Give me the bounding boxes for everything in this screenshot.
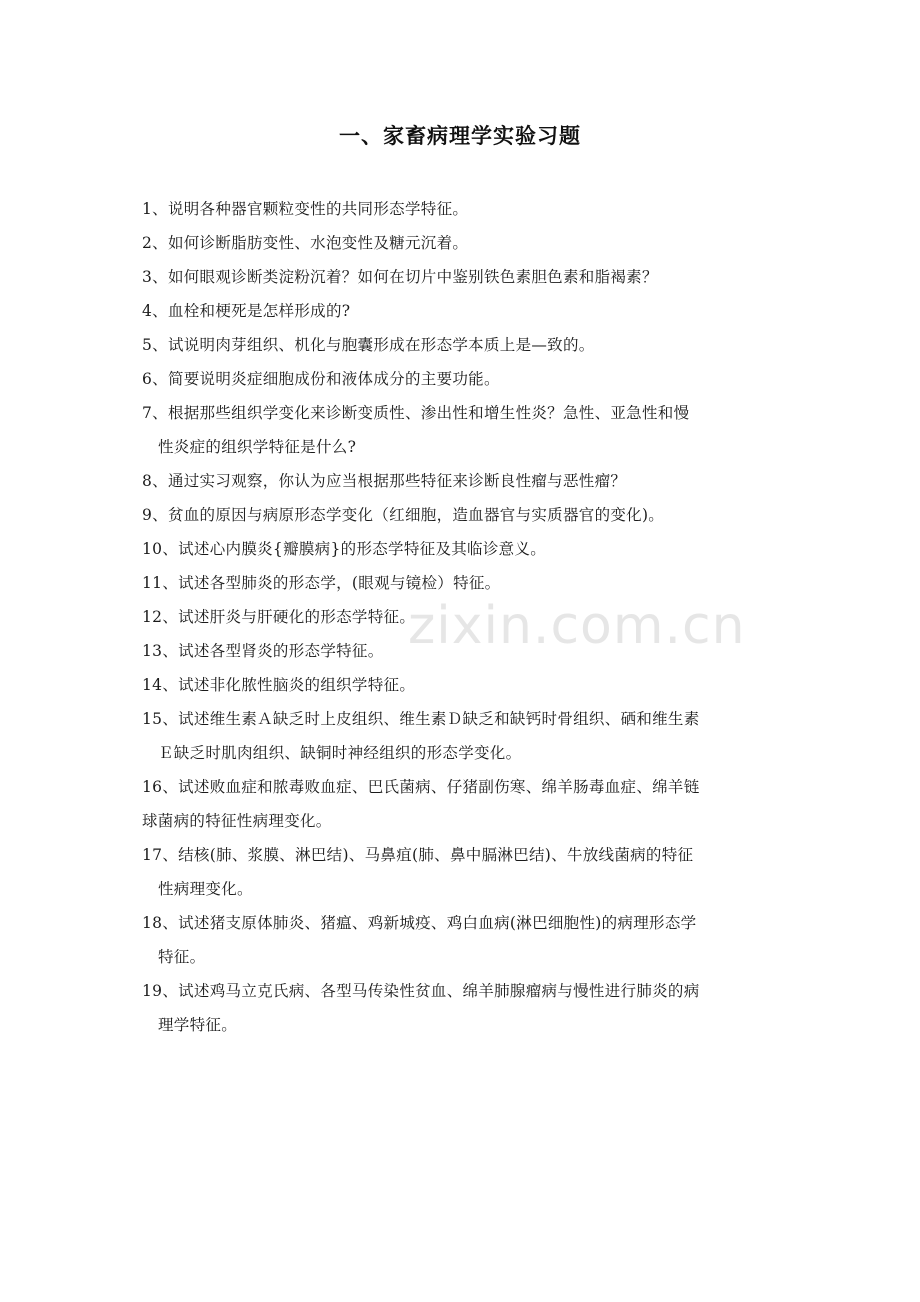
- question-text: 4、血栓和梗死是怎样形成的?: [142, 302, 351, 320]
- question-item: [142, 566, 792, 600]
- question-item: [142, 396, 792, 464]
- question-item: [142, 226, 792, 260]
- question-text-continued: 理学特征。: [158, 1016, 238, 1034]
- question-item: [142, 328, 792, 362]
- question-text: 17、结核(肺、浆膜、淋巴结)、马鼻疽(肺、鼻中膈淋巴结)、牛放线菌病的特征: [142, 846, 694, 864]
- question-text: 10、试述心内膜炎{瓣膜病}的形态学特征及其临诊意义。: [142, 540, 547, 558]
- question-item: [142, 192, 792, 226]
- question-item: [142, 702, 792, 770]
- watermark: zixin.com.cn: [408, 596, 746, 656]
- question-item: [142, 974, 792, 1042]
- question-text: 7、根据那些组织学变化来诊断变质性、渗出性和增生性炎？急性、亚急性和慢: [142, 404, 690, 422]
- question-text: 5、试说明肉芽组织、机化与胞囊形成在形态学本质上是—致的。: [142, 336, 595, 354]
- question-item: [142, 260, 792, 294]
- question-text: 12、试述肝炎与肝硬化的形态学特征。: [142, 608, 416, 626]
- question-text-continued: 性炎症的组织学特征是什么?: [158, 438, 357, 456]
- question-text: 8、通过实习观察，你认为应当根据那些特征来诊断良性瘤与恶性瘤？: [142, 472, 627, 490]
- question-text: 9、贫血的原因与病原形态学变化（红细胞，造血器官与实质器官的变化)。: [142, 506, 665, 524]
- question-item: [142, 532, 792, 566]
- question-item: [142, 634, 792, 668]
- question-item: [142, 498, 792, 532]
- question-text: 6、简要说明炎症细胞成份和液体成分的主要功能。: [142, 370, 500, 388]
- question-item: [142, 362, 792, 396]
- question-text: 1、说明各种器官颗粒变性的共同形态学特征。: [142, 200, 469, 218]
- question-item: [142, 464, 792, 498]
- page-title: 一、家畜病理学实验习题: [339, 124, 581, 148]
- question-text: 14、试述非化脓性脑炎的组织学特征。: [142, 676, 416, 694]
- question-text-continued: 球菌病的特征性病理变化。: [142, 812, 332, 830]
- question-text: 19、试述鸡马立克氏病、各型马传染性贫血、绵羊肺腺瘤病与慢性进行肺炎的病: [142, 982, 700, 1000]
- question-item: [142, 770, 792, 838]
- question-text-continued: Ｅ缺乏时肌肉组织、缺铜时神经组织的形态学变化。: [158, 744, 522, 762]
- question-item: [142, 668, 792, 702]
- question-text-continued: 性病理变化。: [158, 880, 253, 898]
- question-list: [142, 192, 792, 1042]
- question-text: 3、如何眼观诊断类淀粉沉着？如何在切片中鉴别铁色素胆色素和脂褐素？: [142, 268, 658, 286]
- question-item: [142, 600, 792, 634]
- question-text-continued: 特征。: [158, 948, 206, 966]
- question-item: [142, 294, 792, 328]
- question-item: [142, 838, 792, 906]
- question-text: 2、如何诊断脂肪变性、水泡变性及糖元沉着。: [142, 234, 469, 252]
- question-text: 18、试述猪支原体肺炎、猪瘟、鸡新城疫、鸡白血病(淋巴细胞性)的病理形态学: [142, 914, 697, 932]
- question-text: 16、试述败血症和脓毒败血症、巴氏菌病、仔猪副伤寒、绵羊肠毒血症、绵羊链: [142, 778, 700, 796]
- question-text: 13、试述各型肾炎的形态学特征。: [142, 642, 384, 660]
- question-text: 11、试述各型肺炎的形态学，(眼观与镜检）特征。: [142, 574, 501, 592]
- question-text: 15、试述维生素Ａ缺乏时上皮组织、维生素Ｄ缺乏和缺钙时骨组织、硒和维生素: [142, 710, 700, 728]
- question-item: [142, 906, 792, 974]
